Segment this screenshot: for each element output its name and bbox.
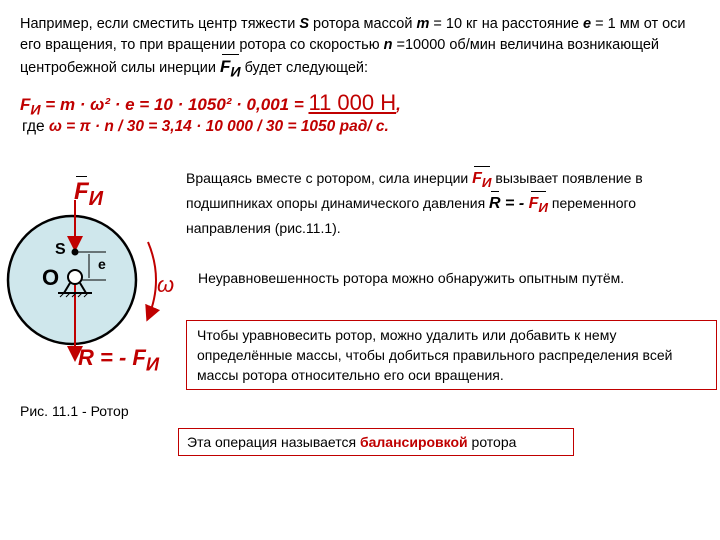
formula-lhs: F: [20, 95, 31, 114]
figure-fi-main: F: [74, 178, 89, 205]
formula-result: 11 000 Н: [308, 90, 397, 115]
rotation-axis: [68, 270, 82, 284]
intro-paragraph: [20, 14, 710, 83]
symbol-fi: [220, 56, 241, 83]
figure-fi-label: [74, 178, 103, 211]
box2-text-post: ротора: [467, 434, 517, 450]
figure-omega-label: ω: [157, 272, 175, 297]
para1-fi-sub: И: [481, 175, 492, 191]
para1-text-4: переменного направления (рис.11.1).: [186, 195, 637, 237]
formula-lhs-sub: И: [30, 102, 41, 119]
imbalance-detection-text: Неуравновешенность ротора можно обнаружить опытным путём.: [198, 270, 625, 286]
intro-text-2: ротора массой: [309, 16, 417, 32]
box2-keyword: балансировкой: [359, 434, 468, 450]
para1-r: R: [489, 195, 501, 213]
figure-caption: Рис. 11.1 - Ротор: [20, 403, 129, 419]
figure-e-label: e: [98, 256, 106, 272]
figure-fi-sub: И: [88, 187, 104, 210]
omega-expression: ω = π · n / 30 = 3,14 · 10 000 / 30 = 1050 рад/ с.: [48, 118, 389, 135]
figure-r-main: R = - F: [78, 345, 146, 370]
omega-formula: [22, 118, 389, 136]
symbol-e: е: [583, 16, 592, 32]
para1-text-1: Вращаясь вместе с ротором, сила инерции: [186, 170, 473, 186]
symbol-m: m: [416, 16, 430, 32]
intro-text-5: =10000 об/мин величина возникающей центробежной силы инерции: [20, 37, 660, 76]
formula-tail: ,: [396, 95, 401, 114]
intro-text-6: будет следующей:: [240, 60, 369, 76]
intro-text-4: = 1 мм от оси его вращения, то при вращении ротора со скоростью: [20, 16, 686, 53]
bearing-pressure-paragraph: [186, 168, 711, 239]
symbol-fi-main: F: [219, 57, 231, 76]
figure-r-sub: И: [145, 353, 160, 375]
intro-text-3: = 10 кг на расстояние: [429, 16, 584, 32]
symbol-s: S: [299, 16, 310, 32]
para1-fi-main: F: [472, 170, 482, 187]
figure-r-label: [78, 345, 159, 375]
para1-fi2: [529, 193, 548, 218]
para1-fi2-sub: И: [538, 200, 548, 216]
figure-fi-main-wrap: [74, 178, 89, 206]
box2-text-pre: Эта операция называется: [187, 434, 360, 450]
para1-fi2-main: F: [528, 195, 539, 213]
figure-o-label: O: [42, 265, 60, 290]
intro-text-1: Например, если сместить центр тяжести: [20, 16, 300, 32]
figure-s-label: S: [55, 241, 66, 258]
balancing-definition-box: [178, 428, 574, 456]
omega-prefix: где: [22, 118, 49, 135]
rotation-arrow: [148, 242, 156, 318]
force-formula: [20, 90, 401, 118]
symbol-fi-sub: И: [230, 64, 241, 81]
balancing-method-box: Чтобы уравновесить ротор, можно удалить или добавить к нему определённые массы, чтобы добиться правильного распределения всей массы ротора относительно его оси вращения.: [186, 320, 717, 390]
para1-text-3: = -: [500, 195, 529, 213]
formula-expression: = m · ω² · e = 10 · 1050² · 0,001 =: [40, 95, 309, 114]
symbol-n: n: [383, 37, 393, 53]
para1-fi: [472, 168, 491, 193]
para1-text-2: вызывает появление в подшипниках опоры динамического давления: [186, 170, 643, 212]
